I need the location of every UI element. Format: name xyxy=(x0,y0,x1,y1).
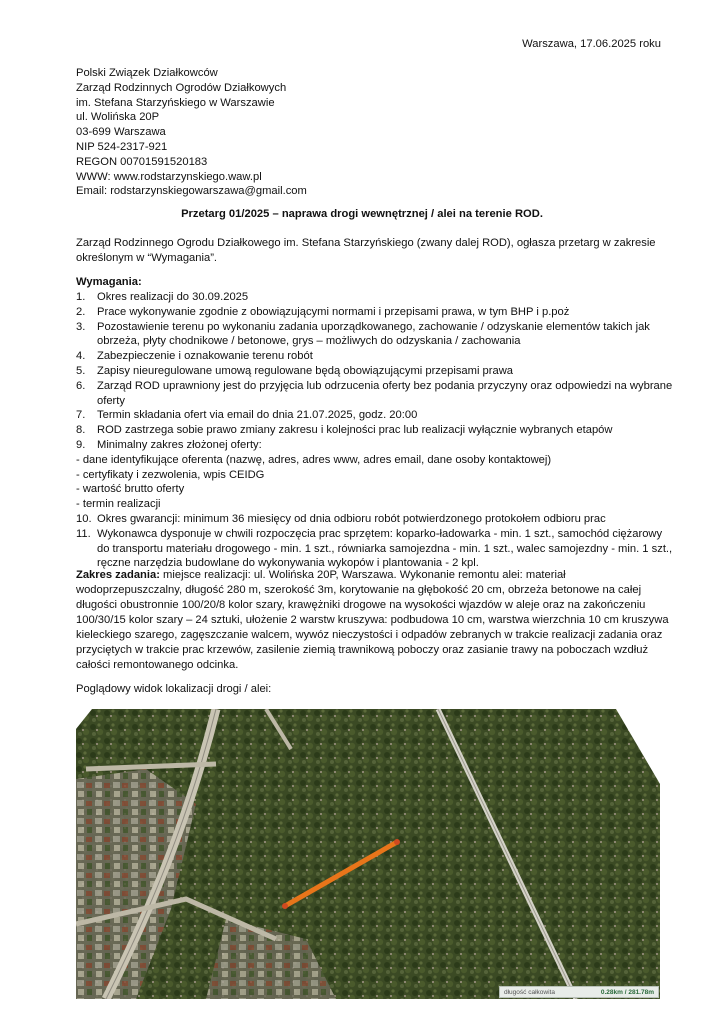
requirement-number: 5. xyxy=(76,364,86,377)
requirement-number: 10. xyxy=(76,512,92,525)
sender-line: NIP 524-2317-921 xyxy=(76,140,168,153)
requirement-text: Zapisy nieuregulowane umową regulowane będą obowiązującymi przepisami prawa xyxy=(97,364,514,377)
legend-value: 0.28km / 281.78m xyxy=(600,988,654,996)
requirement-text: Prace wykonywanie zgodnie z obowiązującymi normami i przepisami prawa, w tym BHP i p.poż xyxy=(97,305,570,318)
aerial-map-image xyxy=(76,709,660,999)
requirements-list xyxy=(76,290,676,571)
requirement-text: Zabezpieczenie i oznakowanie terenu robót xyxy=(97,350,313,363)
sender-line: ul. Wolińska 20P xyxy=(76,111,160,124)
requirement-item xyxy=(76,305,676,320)
sender-line: Polski Związek Działkowców xyxy=(76,67,218,79)
document-date: Warszawa, 17.06.2025 roku xyxy=(522,38,661,50)
requirement-text: Wykonawca dysponuje w chwili rozpoczęcia prac sprzętem: koparko-ładowarka - min. 1 szt., samochód ciężarowy do transportu materiału drogowego - min. 1 szt., równiarka samojezdna - min. 1 szt., walec samojezdny - min. 1 szt., ręczne narzędzia budowlane do wykonywania wykopów i plantowania - 2 kpl. xyxy=(97,527,673,570)
offer-scope-item: - certyfikaty i zezwolenia, wpis CEIDG xyxy=(76,468,265,481)
requirements-heading: Wymagania: xyxy=(76,276,142,288)
requirement-item xyxy=(76,438,676,453)
requirement-item xyxy=(76,527,676,571)
requirement-item xyxy=(76,364,676,379)
requirement-number: 9. xyxy=(76,438,86,451)
requirement-number: 1. xyxy=(76,291,86,303)
requirement-item xyxy=(76,290,676,305)
requirement-text: Okres gwarancji: minimum 36 miesięcy od dnia odbioru robót potwierdzonego protokołem odbioru prac xyxy=(97,512,606,525)
requirement-number: 11. xyxy=(76,527,91,540)
scope-label: Zakres zadania: xyxy=(76,569,160,581)
scope-text: miejsce realizacji: ul. Wolińska 20P, Warszawa. Wykonanie remontu alei: materiał wodoprzepuszczalny, długość 280 m, szerokość 3m, korytowanie na głębokość 20 cm, obrzeża betonowe na całej długości obustronnie 100/20/8 kolor szary, krawężniki drogowe na wysokości wjazdów w aleje oraz na zakończeniu 100/30/15 kolor szary – 24 sztuki, ułożenie 2 warstw kruszywa: podbudowa 10 cm, warstwa wierzchnia 10 cm kruszywa kieleckiego szarego, zagęszczanie walcem, wywóz nieczystości i odpadów zebranych w trakcie realizacji zadania oraz przyciętych w trakcie prac krzewów, zasilenie ziemią trawnikową poboczy oraz zasianie trawy na poboczach wzdłuż całości remontowanego odcinka. xyxy=(76,569,669,671)
map-distance-legend xyxy=(499,986,659,998)
requirement-item xyxy=(76,408,676,423)
offer-scope-item: - wartość brutto oferty xyxy=(76,483,185,496)
requirement-text: Pozostawienie terenu po wykonaniu zadania uporządkowanego, zachowanie / odzyskanie elementów takich jak obrzeża, płyty chodnikowe / betonowe, grys – możliwych do odzyskania / zachowania xyxy=(97,320,650,348)
tender-title: Przetarg 01/2025 – naprawa drogi wewnętrznej / alei na terenie ROD. xyxy=(181,208,543,220)
route-end-marker xyxy=(394,839,400,845)
requirement-item xyxy=(76,349,676,364)
legend-label: długość całkowita xyxy=(504,988,555,996)
requirement-text: Minimalny zakres złożonej oferty: xyxy=(97,438,262,451)
map-caption: Poglądowy widok lokalizacji drogi / alei: xyxy=(76,683,272,695)
requirement-item xyxy=(76,512,676,527)
requirement-number: 4. xyxy=(76,350,86,363)
requirement-text: Zarząd ROD uprawniony jest do przyjęcia lub odrzucenia oferty bez podania przyczyny oraz odpowiedzi na wybrane oferty xyxy=(97,379,673,407)
route-start-marker xyxy=(282,903,288,909)
aerial-map xyxy=(76,709,660,999)
offer-scope-item: - termin realizacji xyxy=(76,498,161,511)
sender-line: Zarząd Rodzinnych Ogrodów Działkowych xyxy=(76,81,287,94)
requirement-item xyxy=(76,423,676,438)
sender-line: im. Stefana Starzyńskiego w Warszawie xyxy=(76,96,275,109)
requirement-item xyxy=(76,379,676,409)
intro-paragraph: Zarząd Rodzinnego Ogrodu Działkowego im. Stefana Starzyńskiego (zwany dalej ROD), ogłasza przetarg w zakresie określonym w “Wymagania”. xyxy=(76,237,656,264)
offer-scope-item: - dane identyfikujące oferenta (nazwę, adres, adres www, adres email, dane osoby kontaktowej) xyxy=(76,453,552,466)
requirement-number: 3. xyxy=(76,320,86,333)
requirement-text: Termin składania ofert via email do dnia 21.07.2025, godz. 20:00 xyxy=(97,409,418,422)
requirement-number: 2. xyxy=(76,305,86,318)
requirement-text: ROD zastrzega sobie prawo zmiany zakresu i kolejności prac lub realizacji wyłącznie wybranych etapów xyxy=(97,424,613,437)
sender-address-block xyxy=(76,66,307,199)
requirement-number: 8. xyxy=(76,424,86,437)
scope-paragraph xyxy=(76,568,672,673)
sender-line: 03-699 Warszawa xyxy=(76,126,166,139)
sender-line: REGON 00701591520183 xyxy=(76,155,208,168)
requirement-item xyxy=(76,320,676,350)
sender-line: Email: rodstarzynskiegowarszawa@gmail.com xyxy=(76,185,307,198)
sender-line: WWW: www.rodstarzynskiego.waw.pl xyxy=(76,170,262,183)
requirement-text: Okres realizacji do 30.09.2025 xyxy=(97,291,249,303)
requirement-number: 7. xyxy=(76,409,86,422)
requirement-number: 6. xyxy=(76,379,86,392)
